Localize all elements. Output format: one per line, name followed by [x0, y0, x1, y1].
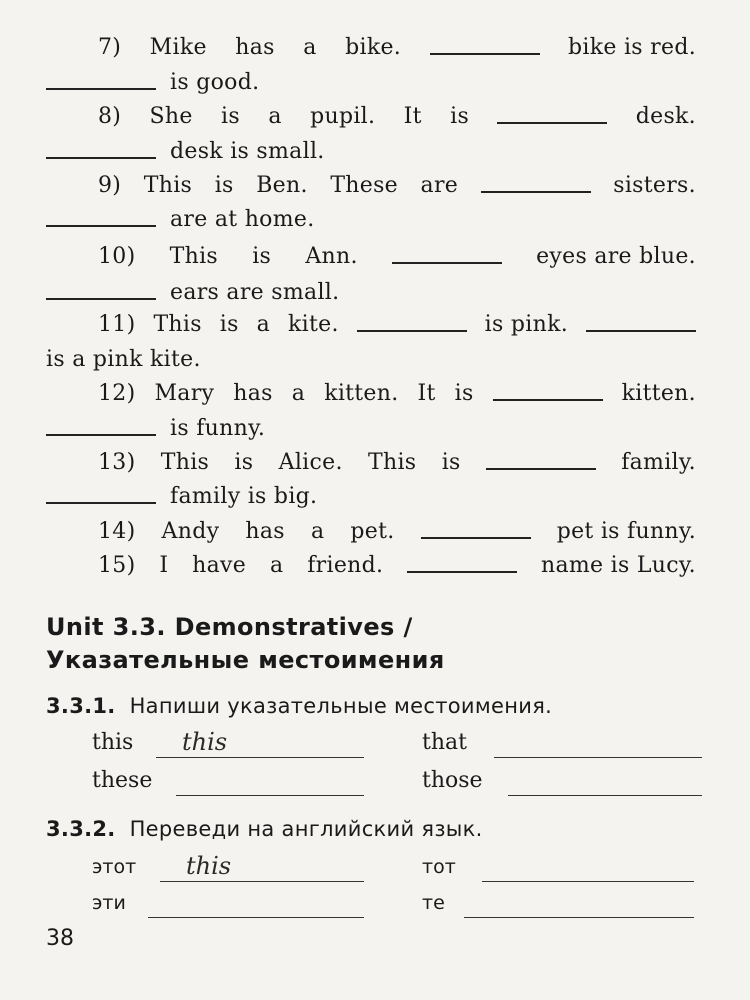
- sentence-end: kitten.: [621, 381, 696, 406]
- exercise-number: 14): [98, 519, 136, 544]
- task-3-3-2-heading: [46, 815, 706, 843]
- word: pupil.: [310, 104, 376, 129]
- sentence-end: family.: [621, 450, 696, 475]
- russian-word-label: тот: [422, 856, 456, 878]
- task-number: 3.3.2.: [46, 817, 116, 841]
- russian-word-label: те: [422, 892, 445, 914]
- handwritten-answer: this: [182, 728, 228, 756]
- exercise-11-line-1: [46, 311, 696, 339]
- sentence-tail: family is big.: [170, 484, 318, 509]
- task-instruction: Переведи на английский язык.: [129, 817, 483, 841]
- word: pet.: [350, 519, 395, 544]
- answer-line[interactable]: [148, 917, 364, 919]
- answer-pair: [422, 888, 694, 922]
- word: a: [291, 381, 306, 406]
- answer-line[interactable]: [464, 917, 694, 919]
- task-3-3-2-row-2: [92, 888, 702, 922]
- answer-blank[interactable]: [430, 53, 540, 55]
- exercise-13-line-1: [46, 449, 696, 477]
- word: She: [149, 104, 193, 129]
- pronoun-label: these: [92, 768, 153, 793]
- word: This: [143, 173, 193, 198]
- answer-line[interactable]: [508, 795, 702, 797]
- page-number: 38: [46, 926, 74, 951]
- answer-blank[interactable]: [46, 157, 156, 159]
- answer-pair: [92, 728, 364, 762]
- exercise-number: 11): [98, 312, 136, 337]
- task-3-3-1-row-1: [92, 728, 702, 762]
- answer-blank[interactable]: [46, 434, 156, 436]
- word: has: [245, 519, 285, 544]
- word: This: [160, 450, 210, 475]
- russian-word-label: эти: [92, 892, 126, 914]
- sentence-tail: is a pink kite.: [46, 347, 201, 372]
- answer-blank[interactable]: [493, 399, 603, 401]
- answer-line[interactable]: [160, 881, 364, 883]
- exercise-number: 7): [98, 35, 122, 60]
- task-3-3-2-row-1: [92, 852, 702, 886]
- word: has: [233, 381, 273, 406]
- word: are: [420, 173, 459, 198]
- word: is: [219, 312, 239, 337]
- word: bike.: [345, 35, 402, 60]
- sentence-end: eyes are blue.: [536, 244, 696, 269]
- answer-pair: [422, 728, 702, 762]
- exercise-14-line-1: [46, 518, 696, 546]
- word: Mary: [154, 381, 215, 406]
- task-instruction: Напиши указательные местоимения.: [129, 694, 553, 718]
- exercise-number: 10): [98, 244, 136, 269]
- word: Alice.: [278, 450, 343, 475]
- word: have: [192, 553, 247, 578]
- exercise-7-line-2: [46, 69, 696, 97]
- word: friend.: [307, 553, 384, 578]
- sentence-end: is pink.: [484, 312, 569, 337]
- word: a: [310, 519, 325, 544]
- answer-blank[interactable]: [46, 88, 156, 90]
- answer-blank[interactable]: [407, 571, 517, 573]
- unit-title-line-1: Unit 3.3. Demonstratives /: [46, 613, 413, 641]
- word: Ben.: [256, 173, 308, 198]
- sentence-end: sisters.: [613, 173, 696, 198]
- sentence-tail: ears are small.: [170, 280, 340, 305]
- word: It: [417, 381, 436, 406]
- word: is: [454, 381, 474, 406]
- answer-blank[interactable]: [357, 330, 467, 332]
- russian-word-label: этот: [92, 856, 137, 878]
- exercise-13-line-2: [46, 483, 696, 511]
- word: Andy: [161, 519, 220, 544]
- answer-line[interactable]: [176, 795, 364, 797]
- answer-pair: [92, 766, 364, 800]
- sentence-tail: is good.: [170, 70, 260, 95]
- pronoun-label: this: [92, 730, 134, 755]
- unit-title-line-2: Указательные местоимения: [46, 646, 445, 674]
- answer-blank[interactable]: [497, 122, 607, 124]
- word: It: [403, 104, 422, 129]
- handwritten-answer: this: [186, 852, 232, 880]
- answer-pair: [92, 852, 364, 886]
- answer-blank[interactable]: [392, 262, 502, 264]
- exercise-11-line-2: [46, 346, 696, 374]
- exercise-10-line-2: [46, 279, 696, 307]
- sentence-end: pet is funny.: [556, 519, 696, 544]
- sentence-tail: are at home.: [170, 207, 315, 232]
- sentence-tail: desk is small.: [170, 139, 325, 164]
- answer-blank[interactable]: [586, 330, 696, 332]
- exercise-8-line-1: [46, 103, 696, 131]
- answer-blank[interactable]: [486, 468, 596, 470]
- word: a: [256, 312, 271, 337]
- answer-line[interactable]: [494, 757, 702, 759]
- pronoun-label: those: [422, 768, 483, 793]
- exercise-12-line-2: [46, 415, 696, 443]
- answer-line[interactable]: [482, 881, 694, 883]
- answer-line[interactable]: [156, 757, 364, 759]
- answer-pair: [422, 766, 702, 800]
- sentence-end: desk.: [635, 104, 696, 129]
- answer-blank[interactable]: [46, 298, 156, 300]
- word: has: [235, 35, 275, 60]
- exercise-7-line-1: [46, 34, 696, 62]
- exercise-number: 15): [98, 553, 136, 578]
- answer-blank[interactable]: [421, 537, 531, 539]
- sentence-tail: is funny.: [170, 416, 266, 441]
- exercise-9-line-2: [46, 206, 696, 234]
- exercise-number: 9): [98, 173, 122, 198]
- word: This: [368, 450, 417, 475]
- word: is: [441, 450, 461, 475]
- exercise-number: 13): [98, 450, 136, 475]
- word: is: [221, 104, 240, 129]
- answer-blank[interactable]: [46, 225, 156, 227]
- task-3-3-1-heading: [46, 692, 706, 720]
- exercise-10-line-1: [46, 243, 696, 271]
- pronoun-label: that: [422, 730, 467, 755]
- exercise-15-line-1: [46, 552, 696, 580]
- word: a: [268, 104, 282, 129]
- answer-pair: [92, 888, 364, 922]
- answer-blank[interactable]: [481, 191, 591, 193]
- exercise-8-line-2: [46, 138, 696, 166]
- sentence-end: name is Lucy.: [540, 553, 696, 578]
- word: is: [214, 173, 234, 198]
- sentence-end: bike is red.: [568, 35, 696, 60]
- word: Mike: [149, 35, 207, 60]
- word: This: [169, 244, 219, 269]
- word: kite.: [288, 312, 339, 337]
- task-number: 3.3.1.: [46, 694, 116, 718]
- exercise-number: 12): [98, 381, 136, 406]
- answer-pair: [422, 852, 694, 886]
- word: These: [330, 173, 398, 198]
- word: is: [450, 104, 470, 129]
- word: a: [269, 553, 284, 578]
- exercise-12-line-1: [46, 380, 696, 408]
- exercise-9-line-1: [46, 172, 696, 200]
- word: is: [234, 450, 254, 475]
- answer-blank[interactable]: [46, 502, 156, 504]
- word: This: [153, 312, 202, 337]
- word: Ann.: [305, 244, 358, 269]
- word: kitten.: [324, 381, 399, 406]
- word: is: [252, 244, 272, 269]
- word: I: [159, 553, 169, 578]
- exercise-number: 8): [98, 104, 122, 129]
- task-3-3-1-row-2: [92, 766, 702, 800]
- word: a: [303, 35, 317, 60]
